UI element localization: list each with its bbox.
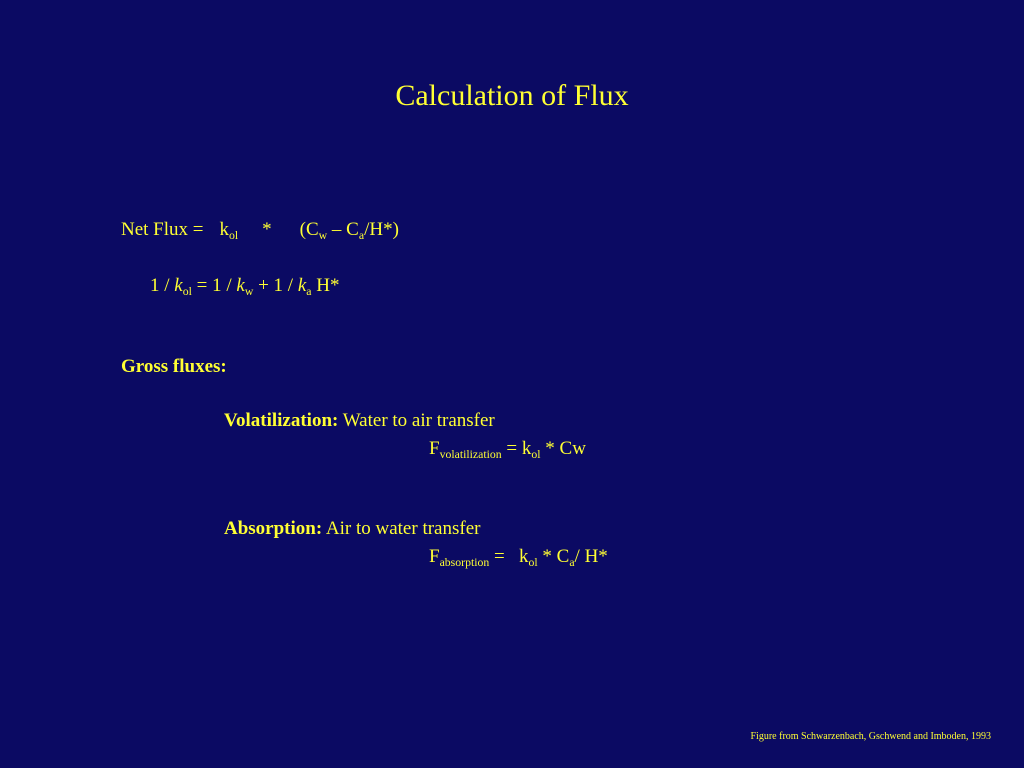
k-w-subscript: w	[244, 284, 254, 298]
eq-part: = k	[489, 546, 529, 567]
ca-subscript: a	[569, 555, 575, 569]
eq-part: + 1 /	[253, 275, 298, 296]
net-flux-label: Net Flux =	[121, 219, 204, 240]
eq-part: = k	[501, 438, 532, 459]
k-a-subscript: a	[306, 284, 312, 298]
eq-part: = 1 /	[191, 275, 237, 296]
gross-fluxes-heading: Gross fluxes:	[121, 356, 227, 377]
k-a-symbol: k	[297, 275, 307, 296]
volatilization-description	[224, 409, 495, 433]
ca-symbol: – C	[327, 219, 359, 240]
f-subscript: volatilization	[439, 447, 502, 461]
slide-title: Calculation of Flux	[395, 79, 629, 112]
f-symbol: F	[429, 438, 440, 459]
volatilization-label: Volatilization:	[224, 410, 339, 431]
absorption-text: Air to water transfer	[322, 518, 481, 539]
eq-part: * Cw	[540, 438, 586, 459]
ca-subscript: a	[358, 228, 365, 242]
absorption-description	[224, 517, 480, 541]
eq-part: H*	[311, 275, 340, 296]
multiply-sign: *	[262, 219, 272, 240]
k-ol-symbol: k	[174, 275, 183, 296]
absorption-label: Absorption:	[224, 518, 323, 539]
cw-subscript: w	[318, 228, 328, 242]
f-symbol: F	[429, 546, 440, 567]
henry-term: /H*)	[364, 219, 399, 240]
volatilization-equation	[429, 437, 586, 463]
k-w-symbol: k	[236, 275, 245, 296]
net-flux-equation	[121, 218, 399, 244]
eq-part: / H*	[574, 546, 608, 567]
cw-symbol: (C	[299, 219, 319, 240]
k-subscript: ol	[531, 447, 541, 461]
resistance-equation	[150, 274, 339, 300]
eq-part: * C	[537, 546, 570, 567]
f-subscript: absorption	[439, 555, 490, 569]
k-symbol: k	[219, 219, 229, 240]
k-ol-subscript: ol	[182, 284, 192, 298]
figure-citation: Figure from Schwarzenbach, Gschwend and Imboden, 1993	[750, 731, 991, 742]
k-subscript: ol	[528, 555, 538, 569]
volatilization-text: Water to air transfer	[338, 410, 495, 431]
absorption-equation	[429, 545, 608, 571]
eq-part: 1 /	[150, 275, 175, 296]
k-subscript: ol	[229, 228, 239, 242]
